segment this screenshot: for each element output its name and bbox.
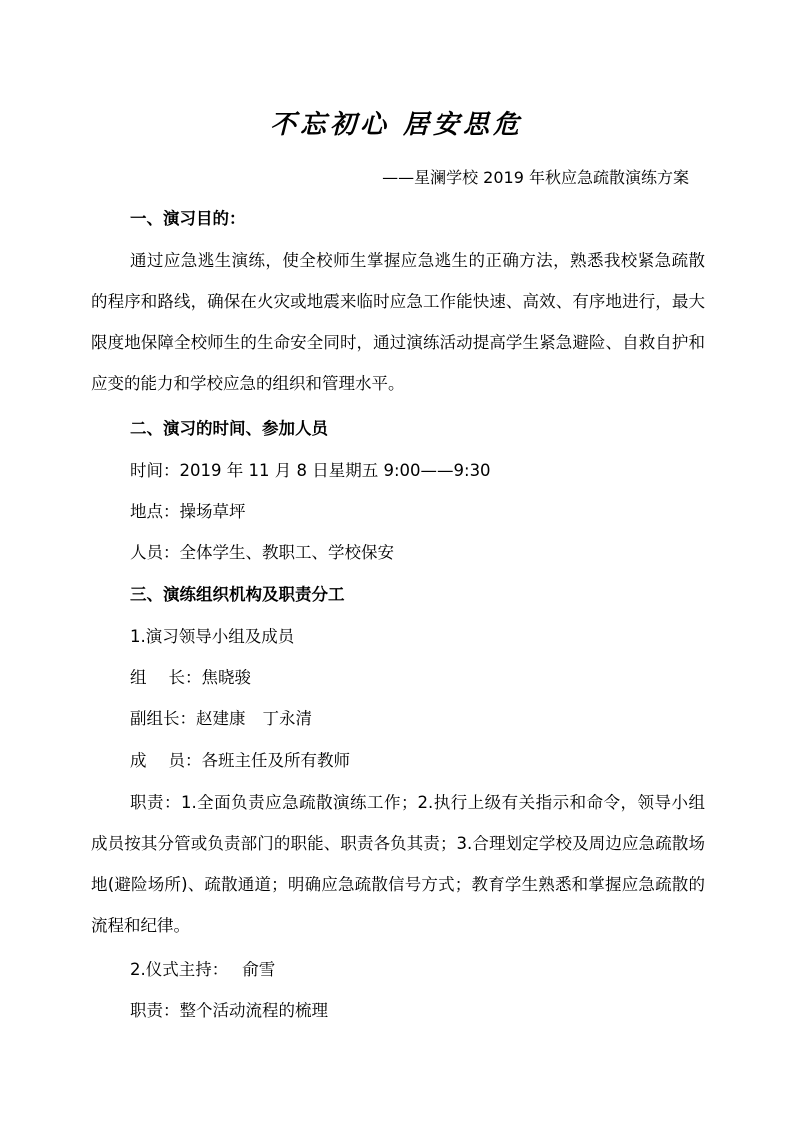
deputy-line [130, 707, 312, 731]
section-heading-purpose: 一、演习目的： [130, 209, 246, 228]
host-label: 2.仪式主持： [130, 960, 229, 979]
host-line [130, 958, 275, 982]
section-heading-organization: 三、演练组织机构及职责分工 [130, 585, 345, 604]
leadership-duty-paragraph: 职责：1.全面负责应急疏散演练工作；2.执行上级有关指示和命令，领导小组成员按其分管或负责部门的职能、职责各负其责；3.合理划定学校及周边应急疏散场地(避险场所)、疏散通道；明确应急疏散信号方式；教育学生熟悉和掌握应急疏散的流程和纪律。 [91, 793, 705, 935]
purpose-paragraph: 通过应急逃生演练，使全校师生掌握应急逃生的正确方法，熟悉我校紧急疏散的程序和路线，确保在火灾或地震来临时应急工作能快速、高效、有序地进行，最大限度地保障全校师生的生命安全同时，通过演练活动提高学生紧急避险、自救自护和应变的能力和学校应急的组织和管理水平。 [91, 251, 705, 393]
leadership-group-title: 1.演习领导小组及成员 [130, 627, 295, 646]
host-value: 俞雪 [242, 960, 276, 979]
members-line [130, 749, 350, 773]
time-line: 时间：2019 年 11 月 8 日星期五 9:00——9:30 [130, 461, 491, 480]
leader-value: 长：焦晓骏 [168, 668, 251, 687]
people-line: 人员：全体学生、教职工、学校保安 [130, 543, 394, 562]
members-label: 成 [130, 751, 147, 770]
document-title: 不忘初心 居安思危 [269, 110, 524, 140]
document-subtitle: ——星澜学校 2019 年秋应急疏散演练方案 [382, 168, 689, 187]
members-value: 员：各班主任及所有教师 [168, 751, 350, 770]
place-line: 地点：操场草坪 [130, 502, 246, 521]
deputy-value: 副组长：赵建康 [130, 709, 246, 728]
host-duty-line: 职责：整个活动流程的梳理 [130, 1001, 328, 1020]
leader-label: 组 [130, 668, 147, 687]
leader-line [130, 666, 251, 690]
section-heading-time-people: 二、演习的时间、参加人员 [130, 419, 328, 438]
deputy-value-2: 丁永清 [262, 709, 312, 728]
